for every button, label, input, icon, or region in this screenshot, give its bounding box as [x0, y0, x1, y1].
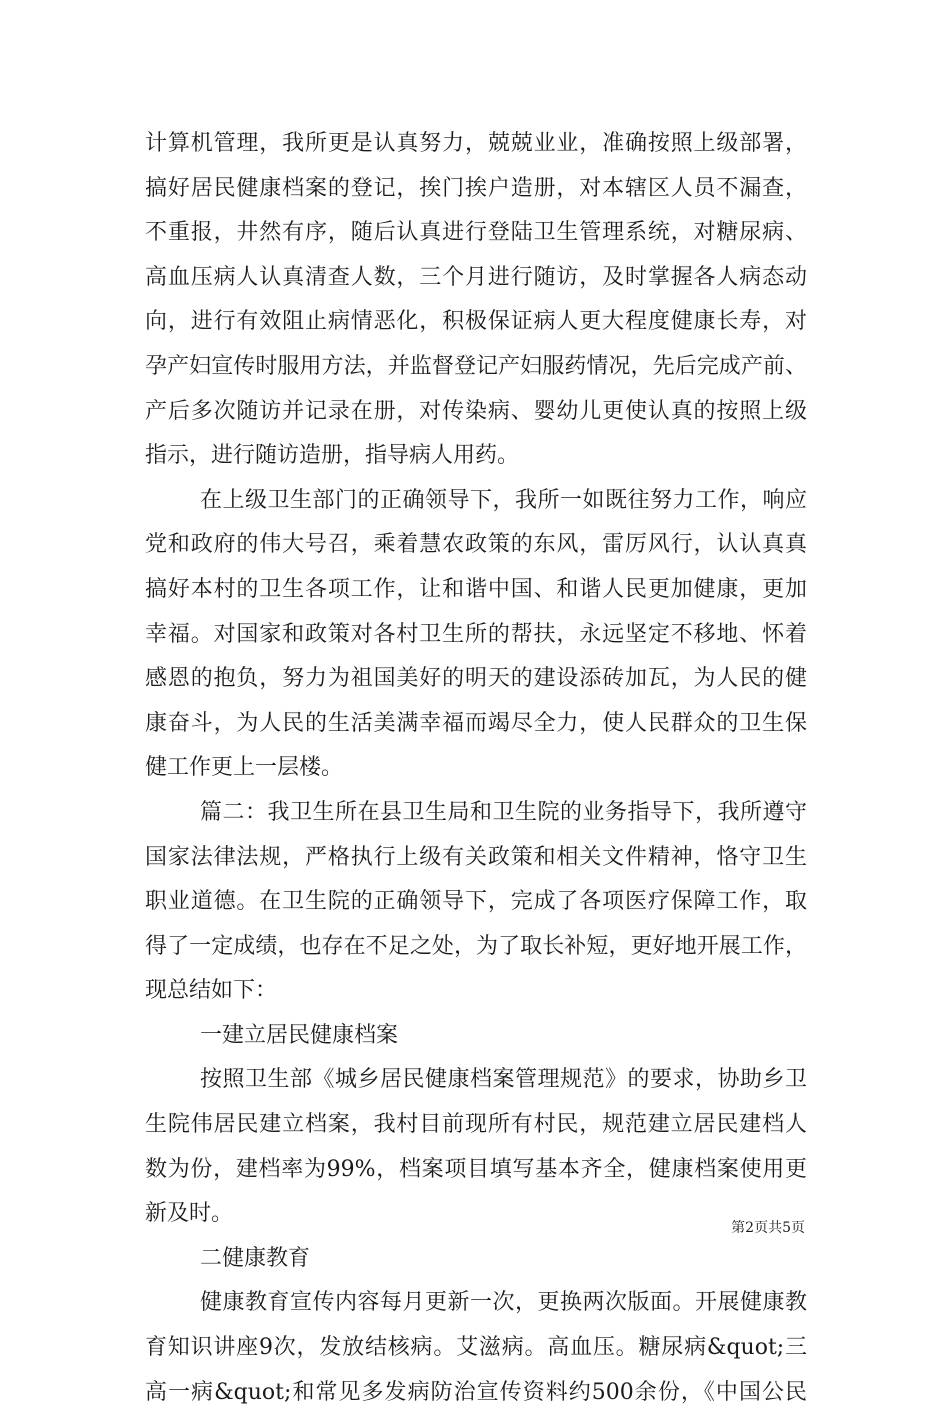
text-line: 搞好居民健康档案的登记，挨门挨户造册，对本辖区人员不漏查，	[145, 175, 807, 201]
section-heading: 一建立居民健康档案	[200, 1022, 399, 1048]
text-line: 指示，进行随访造册，指导病人用药。	[145, 443, 520, 469]
text-line: 幸福。对国家和政策对各村卫生所的帮扶，永远坚定不移地、怀着	[145, 621, 807, 647]
text-line: 新及时。	[145, 1201, 234, 1227]
text-line: 不重报，井然有序，随后认真进行登陆卫生管理系统，对糖尿病、	[145, 220, 807, 246]
text-line: 得了一定成绩，也存在不足之处，为了取长补短，更好地开展工作，	[145, 933, 807, 959]
paragraph-first-line: 篇二：我卫生所在县卫生局和卫生院的业务指导下，我所遵守	[200, 799, 807, 825]
text-line: 高一病&quot;和常见多发病防治宣传资料约500余份，《中国公民	[145, 1379, 807, 1405]
text-line: 现总结如下：	[145, 978, 278, 1004]
text-line: 数为份，建档率为99%，档案项目填写基本齐全，健康档案使用更	[145, 1156, 807, 1182]
text-line: 向，进行有效阻止病情恶化，积极保证病人更大程度健康长寿，对	[145, 309, 807, 335]
text-line: 高血压病人认真清查人数，三个月进行随访，及时掌握各人病态动	[145, 264, 807, 290]
text-line: 产后多次随访并记录在册，对传染病、婴幼儿更使认真的按照上级	[145, 398, 807, 424]
page-number-footer: 第2页共5页	[731, 1220, 805, 1236]
text-line: 育知识讲座9次，发放结核病。艾滋病。高血压。糖尿病&quot;三	[145, 1335, 807, 1361]
paragraph-first-line: 在上级卫生部门的正确领导下，我所一如既往努力工作，响应	[200, 487, 807, 513]
text-line: 孕产妇宣传时服用方法，并监督登记产妇服药情况，先后完成产前、	[145, 353, 807, 379]
text-line: 搞好本村的卫生各项工作，让和谐中国、和谐人民更加健康，更加	[145, 576, 807, 602]
text-line: 国家法律法规，严格执行上级有关政策和相关文件精神，恪守卫生	[145, 844, 807, 870]
paragraph-first-line: 按照卫生部《城乡居民健康档案管理规范》的要求，协助乡卫	[200, 1067, 807, 1093]
text-line: 感恩的抱负，努力为祖国美好的明天的建设添砖加瓦，为人民的健	[145, 666, 807, 692]
text-line: 健工作更上一层楼。	[145, 755, 344, 781]
text-line: 生院伟居民建立档案，我村目前现所有村民，规范建立居民建档人	[145, 1112, 807, 1138]
text-line: 党和政府的伟大号召，乘着慧农政策的东风，雷厉风行，认认真真	[145, 532, 807, 558]
text-line: 康奋斗，为人民的生活美满幸福而竭尽全力，使人民群众的卫生保	[145, 710, 807, 736]
document-body	[145, 122, 807, 1415]
text-line: 职业道德。在卫生院的正确领导下，完成了各项医疗保障工作，取	[145, 889, 807, 915]
section-heading: 二健康教育	[200, 1245, 311, 1271]
paragraph-first-line: 健康教育宣传内容每月更新一次，更换两次版面。开展健康教	[200, 1290, 807, 1316]
text-line: 计算机管理，我所更是认真努力，兢兢业业，准确按照上级部署，	[145, 131, 807, 156]
